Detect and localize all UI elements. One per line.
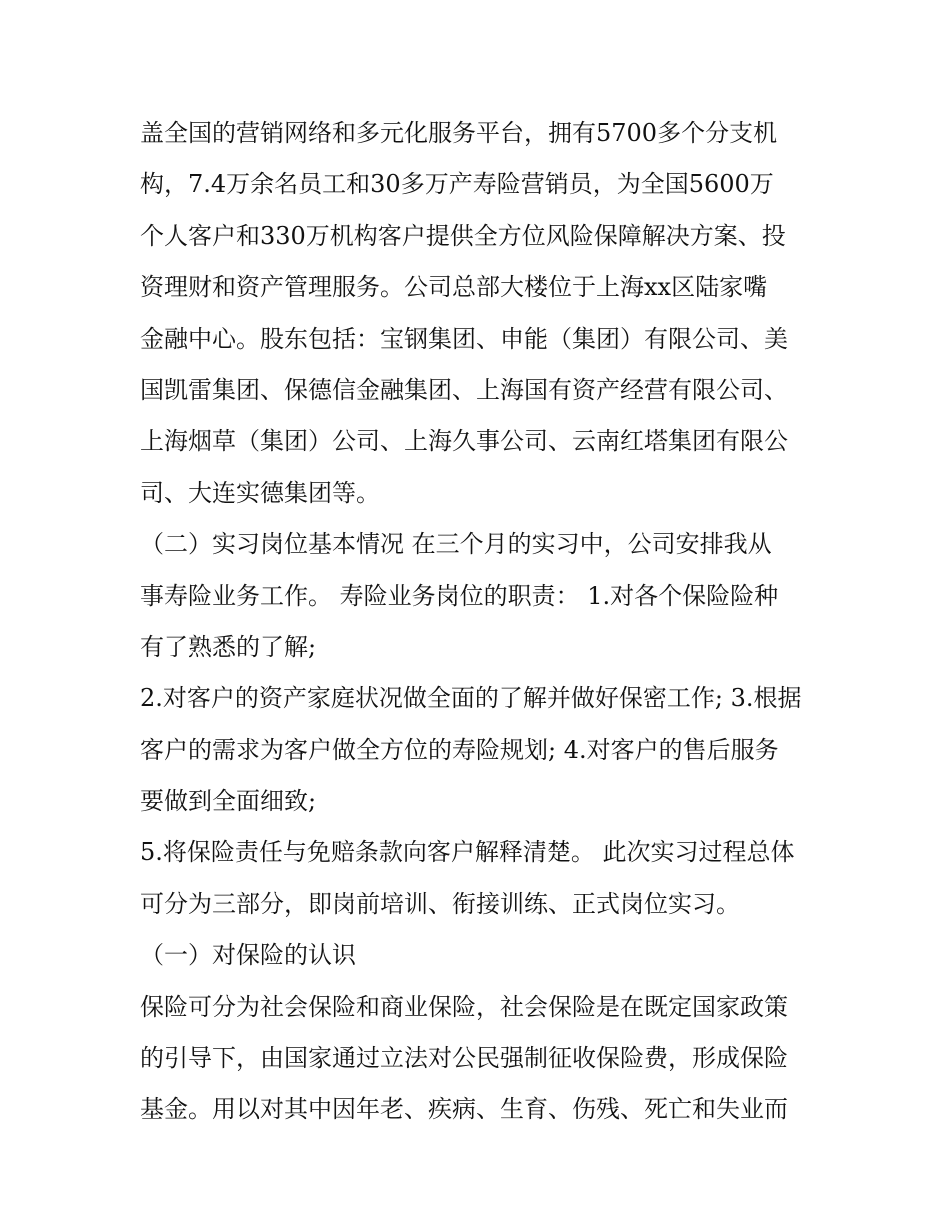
text-line: 有了熟悉的了解; — [140, 632, 317, 661]
text-line: 国凯雷集团、保德信金融集团、上海国有资产经营有限公司、 — [140, 375, 788, 404]
list-item: 5.将保险责任与免赔条款向客户解释清楚。 此次实习过程总体 — [140, 838, 795, 867]
text-line: 客户的需求为客户做全方位的寿险规划; 4.对客户的售后服务 — [140, 735, 779, 764]
text-line: 司、大连实德集团等。 — [140, 478, 380, 507]
text-line: 构，7.4万余名员工和30多万产寿险营销员，为全国5600万 — [140, 170, 774, 199]
text-line: 可分为三部分，即岗前培训、衔接训练、正式岗位实习。 — [140, 889, 740, 918]
text-line: 盖全国的营销网络和多元化服务平台，拥有5700多个分支机 — [140, 119, 778, 147]
text-line: 基金。用以对其中因年老、疾病、生育、伤残、死亡和失业而 — [140, 1095, 788, 1124]
text-line: 个人客户和330万机构客户提供全方位风险保障解决方案、投 — [140, 221, 786, 250]
text-line: 资理财和资产管理服务。公司总部大楼位于上海xx区陆家嘴 — [140, 273, 768, 302]
text-line: 金融中心。股东包括：宝钢集团、申能（集团）有限公司、美 — [140, 324, 788, 353]
document-body — [140, 108, 820, 1136]
text-line: 要做到全面细致; — [140, 787, 317, 816]
text-line: 的引导下，由国家通过立法对公民强制征收保险费，形成保险 — [140, 1044, 788, 1073]
section-heading: （二）实习岗位基本情况 在三个月的实习中，公司安排我从 — [140, 530, 772, 559]
text-line: 事寿险业务工作。 寿险业务岗位的职责： 1.对各个保险险种 — [140, 581, 779, 610]
list-item: 2.对客户的资产家庭状况做全面的了解并做好保密工作; 3.根据 — [140, 684, 802, 713]
section-heading: （一）对保险的认识 — [140, 941, 356, 970]
text-line: 上海烟草（集团）公司、上海久事公司、云南红塔集团有限公 — [140, 427, 788, 456]
text-line: 保险可分为社会保险和商业保险，社会保险是在既定国家政策 — [140, 992, 788, 1021]
